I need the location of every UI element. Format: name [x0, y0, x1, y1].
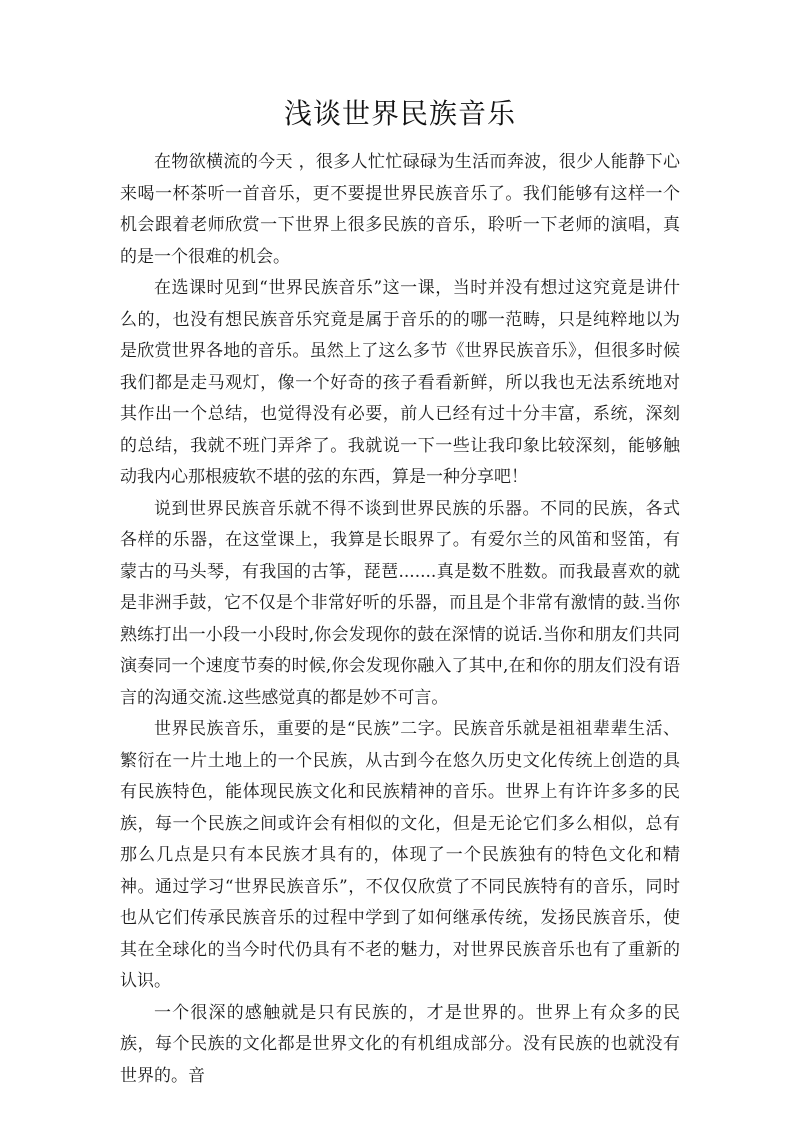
document-title: 浅谈世界民族音乐: [283, 97, 516, 130]
paragraph-1: 在物欲横流的今天 ，很多人忙忙碌碌为生活而奔波，很少人能静下心来喝一杯茶听一首音乐，更不要提世界民族音乐了。我们能够有这样一个机会跟着老师欣赏一下世界上很多民族的音乐，聆听一下老师的演唱，真的是一个很难的机会。: [120, 152, 680, 267]
paragraph-5: 一个很深的感触就是只有民族的，才是世界的。世界上有众多的民族，每个民族的文化都是世界文化的有机组成部分。没有民族的也就没有世界的。音: [120, 1002, 680, 1086]
paragraph-4: 世界民族音乐，重要的是“民族”二字。民族音乐就是祖祖辈辈生活、繁衍在一片土地上的一个民族，从古到今在悠久历史文化传统上创造的具有民族特色，能体现民族文化和民族精神的音乐。世界上有许许多多的民族，每一个民族之间或许会有相似的文化，但是无论它们多么相似，总有那么几点是只有本民族才具有的，体现了一个民族独有的特色文化和精神。通过学习“世界民族音乐”，不仅仅欣赏了不同民族特有的音乐，同时也从它们传承民族音乐的过程中学到了如何继承传统，发扬民族音乐，使其在全球化的当今时代仍具有不老的魅力，对世界民族音乐也有了重新的认识。: [120, 719, 680, 991]
paragraph-3: 说到世界民族音乐就不得不谈到世界民族的乐器。不同的民族，各式各样的乐器，在这堂课上，我算是长眼界了。有爱尔兰的风笛和竖笛，有蒙古的马头琴，有我国的古筝，琵琶.......真是数不胜数。而我最喜欢的就是非洲手鼓，它不仅是个非常好听的乐器，而且是个非常有激情的鼓.当你熟练打出一小段一小段时,你会发现你的鼓在深情的说话.当你和朋友们共同演奏同一个速度节奏的时候,你会发现你融入了其中,在和你的朋友们没有语言的沟通交流.这些感觉真的都是妙不可言。: [120, 498, 680, 708]
paragraph-2: 在选课时见到“世界民族音乐”这一课，当时并没有想过这究竟是讲什么的，也没有想民族音乐究竟是属于音乐的的哪一范畴，只是纯粹地以为是欣赏世界各地的音乐。虽然上了这么多节《世界民族音乐》，但很多时候我们都是走马观灯，像一个好奇的孩子看看新鲜，所以我也无法系统地对其作出一个总结，也觉得没有必要，前人已经有过十分丰富，系统，深刻的总结，我就不班门弄斧了。我就说一下一些让我印象比较深刻，能够触动我内心那根疲软不堪的弦的东西，算是一种分享吧！: [120, 278, 680, 487]
document-body: [120, 147, 680, 1092]
